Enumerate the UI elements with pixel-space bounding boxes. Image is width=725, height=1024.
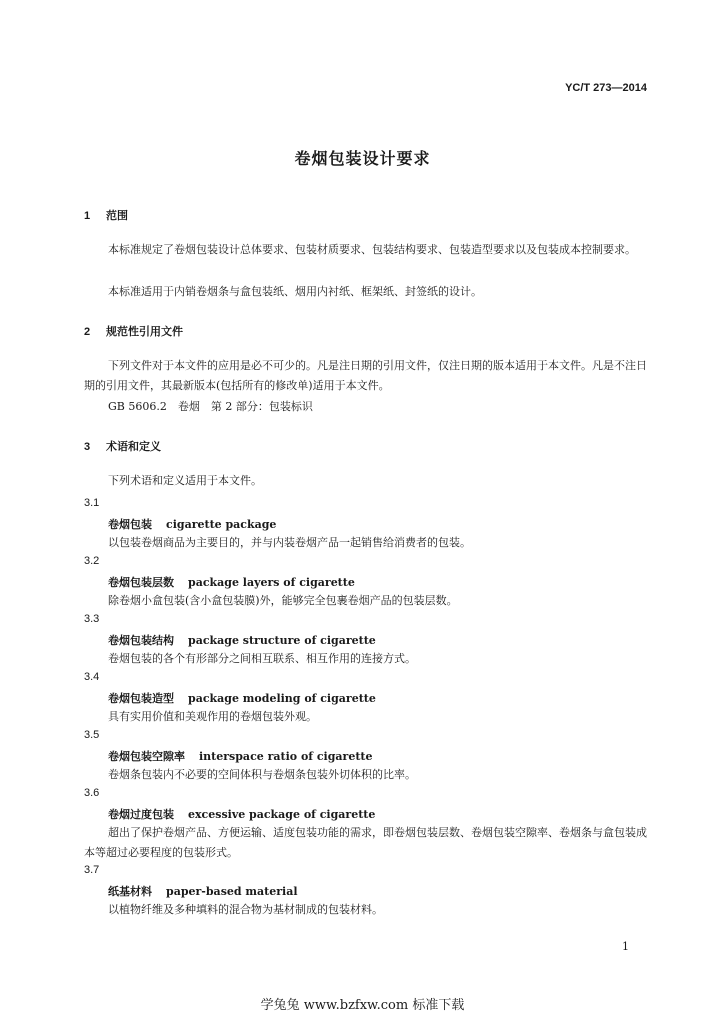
term-definition: 卷烟包装的各个有形部分之间相互联系、相互作用的连接方式。 [108, 652, 416, 665]
term-en: interspace ratio of cigarette [199, 750, 373, 763]
section-title: 术语和定义 [106, 441, 161, 453]
term-zh: 卷烟包装空隙率 [108, 750, 185, 763]
term-number: 3.4 [84, 671, 100, 683]
term-number: 3.1 [84, 497, 100, 509]
section-heading [84, 323, 183, 339]
paragraph: 本标准规定了卷烟包装设计总体要求、包装材质要求、包装结构要求、包装造型要求以及包装成本控制要求。 [108, 243, 636, 256]
term-definition: 卷烟条包装内不必要的空间体积与卷烟条包装外切体积的比率。 [108, 768, 416, 781]
term-title [108, 632, 376, 648]
term-en: package modeling of cigarette [188, 692, 376, 705]
section-heading [84, 438, 161, 454]
term-number: 3.7 [84, 864, 100, 876]
section-number: 2 [84, 326, 91, 338]
term-en: paper-based material [166, 885, 298, 898]
term-number: 3.6 [84, 787, 100, 799]
term-title [108, 690, 376, 706]
section-number: 1 [84, 210, 91, 222]
term-zh: 卷烟过度包装 [108, 808, 174, 821]
paragraph: 下列术语和定义适用于本文件。 [108, 474, 262, 487]
term-number: 3.2 [84, 555, 100, 567]
term-en: package layers of cigarette [188, 576, 355, 589]
term-definition: 超出了保护卷烟产品、方便运输、适度包装功能的需求，即卷烟包装层数、卷烟包装空隙率、卷烟条与盒包装成本等超过必要程度的包装形式。 [84, 826, 647, 859]
term-title [108, 806, 375, 822]
term-title [108, 748, 373, 764]
term-title [108, 516, 276, 532]
section-number: 3 [84, 441, 91, 453]
section-title: 范围 [106, 210, 128, 222]
term-en: cigarette package [166, 518, 277, 531]
term-number: 3.3 [84, 613, 100, 625]
term-title [108, 883, 298, 899]
term-definition: 具有实用价值和美观作用的卷烟包装外观。 [108, 710, 317, 723]
term-en: excessive package of cigarette [188, 808, 376, 821]
term-zh: 卷烟包装 [108, 518, 152, 531]
section-heading [84, 207, 128, 223]
term-zh: 卷烟包装结构 [108, 634, 174, 647]
footer-watermark: 学兔兔 www.bzfxw.com 标准下载 [260, 998, 465, 1013]
reference-item: GB 5606.2 卷烟 第 2 部分：包装标识 [108, 400, 313, 413]
standard-code: YC/T 273—2014 [565, 82, 647, 94]
term-definition: 以植物纤维及多种填料的混合物为基材制成的包装材料。 [108, 903, 383, 916]
term-number: 3.5 [84, 729, 100, 741]
term-zh: 卷烟包装造型 [108, 692, 174, 705]
section-title: 规范性引用文件 [106, 326, 183, 338]
document-title: 卷烟包装设计要求 [294, 151, 431, 168]
term-zh: 卷烟包装层数 [108, 576, 174, 589]
term-title [108, 574, 355, 590]
term-definition: 除卷烟小盒包装(含小盒包装膜)外，能够完全包裹卷烟产品的包装层数。 [108, 594, 458, 607]
term-en: package structure of cigarette [188, 634, 376, 647]
term-definition: 以包装卷烟商品为主要目的，并与内装卷烟产品一起销售给消费者的包装。 [108, 536, 471, 549]
page-number: 1 [622, 940, 629, 953]
term-zh: 纸基材料 [108, 885, 152, 898]
paragraph: 下列文件对于本文件的应用是必不可少的。凡是注日期的引用文件，仅注日期的版本适用于本文件。凡是不注日期的引用文件，其最新版本(包括所有的修改单)适用于本文件。 [84, 359, 647, 392]
paragraph: 本标准适用于内销卷烟条与盒包装纸、烟用内衬纸、框架纸、封签纸的设计。 [108, 285, 482, 298]
